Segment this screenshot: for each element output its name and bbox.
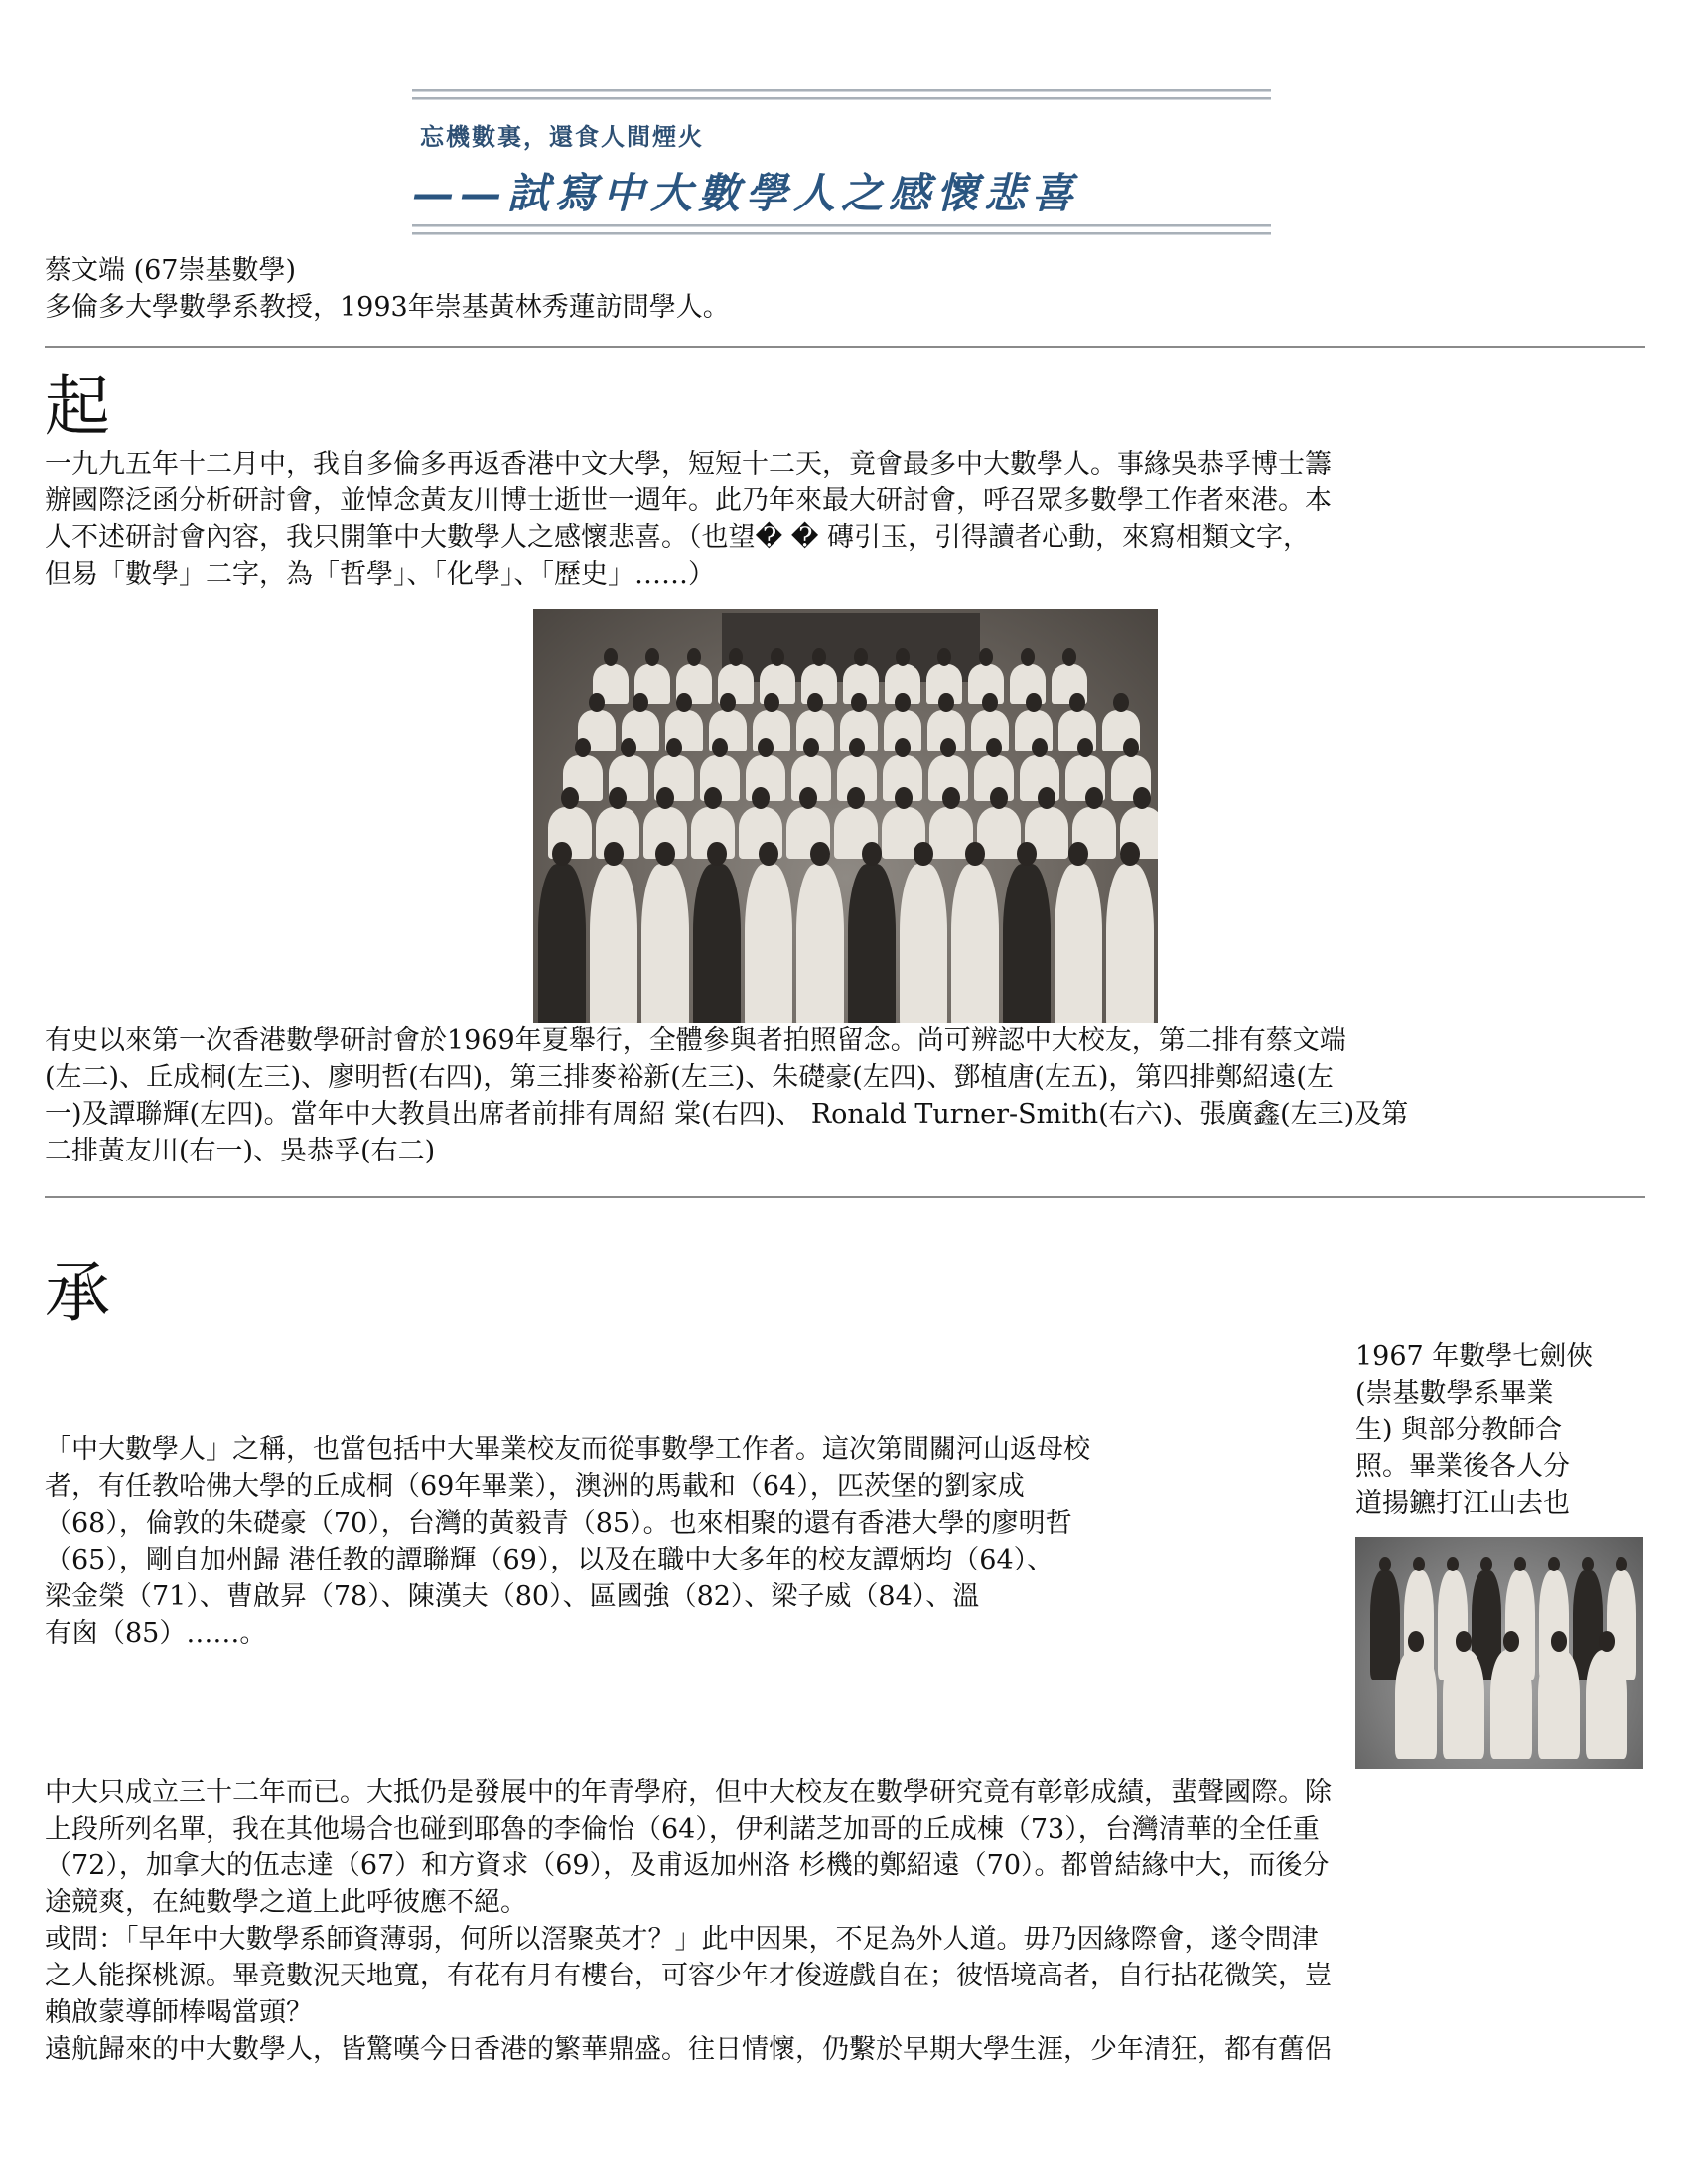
section-heading-cheng: 承 <box>45 1255 110 1331</box>
text-line: （68），倫敦的朱礎豪（70），台灣的黃毅青（85）。也來相聚的還有香港大學的廖明哲 <box>45 1508 1072 1539</box>
text-line: 有囪（85）……。 <box>45 1618 267 1649</box>
side-photo-caption <box>1355 1338 1653 1522</box>
group-photo-1969 <box>533 609 1158 1023</box>
caption-line: (左二)、丘成桐(左三)、廖明哲(右四)，第三排麥裕新(左三)、朱礎豪(左四)、鄧植唐(左五)，第四排鄭紹遠(左 <box>45 1062 1334 1093</box>
caption-line: 二排黃友川(右一)、吳恭孚(右二) <box>45 1136 436 1166</box>
text-line: 中大只成立三十二年而已。大抵仍是發展中的年青學府，但中大校友在數學研究竟有彰彰成績，蜚聲國際。除 <box>45 1777 1332 1808</box>
banner-title: ——試寫中大數學人之感懷悲喜 <box>412 169 1080 217</box>
caption-line: 照。畢業後各人分 <box>1355 1451 1570 1482</box>
text-line: （65），剛自加州歸 港任教的譚聯輝（69），以及在職中大多年的校友譚炳均（64）、 <box>45 1545 1055 1575</box>
author-bio: 多倫多大學數學系教授，1993年崇基黃林秀蓮訪問學人。 <box>45 292 730 323</box>
section-heading-qi: 起 <box>45 368 110 445</box>
text-line: 梁金榮（71）、曹啟昇（78）、陳漢夫（80）、區國強（82）、梁子威（84）、溫 <box>45 1581 980 1612</box>
author-name: 蔡文端 (67崇基數學) <box>45 255 297 286</box>
text-line: （72），加拿大的伍志達（67）和方資求（69），及甫返加州洛 杉機的鄭紹遠（70）。都曾結緣中大，而後分 <box>45 1850 1330 1881</box>
text-line: 者，有任教哈佛大學的丘成桐（69年畢業），澳洲的馬載和（64），匹茨堡的劉家成 <box>45 1471 1025 1502</box>
caption-line: 一)及譚聯輝(左四)。當年中大教員出席者前排有周紹 棠(右四)、 Ronald Turner-Smith(右六)、張廣鑫(左三)及第 <box>45 1099 1409 1130</box>
banner-top-rule <box>412 89 1271 92</box>
divider <box>45 1196 1645 1198</box>
text-line: 但易「數學」二字，為「哲學」、「化學」、「歷史」……） <box>45 559 715 590</box>
group-photo-1967 <box>1355 1537 1643 1769</box>
text-line: 人不述研討會內容，我只開筆中大數學人之感懷悲喜。（也望� � 磚引玉，引得讀者心動，來寫相類文字， <box>45 522 1311 553</box>
text-line: 上段所列名單，我在其他場合也碰到耶魯的李倫怡（64），伊利諾芝加哥的丘成棟（73），台灣清華的全任重 <box>45 1814 1320 1844</box>
divider <box>45 346 1645 348</box>
section2-paragraph-2 <box>45 1774 1653 2068</box>
text-line: 辦國際泛函分析研討會，並悼念黃友川博士逝世一週年。此乃年來最大研討會，呼召眾多數學工作者來港。本 <box>45 485 1332 516</box>
banner-subtitle: 忘機數裏，還食人間煙火 <box>420 122 704 151</box>
caption-line: 有史以來第一次香港數學研討會於1969年夏舉行，全體參與者拍照留念。尚可辨認中大校友，第二排有蔡文端 <box>45 1025 1346 1056</box>
text-line: 或問：「早年中大數學系師資薄弱，何所以滘聚英才？」此中因果，不足為外人道。毋乃因緣際會，遂令問津 <box>45 1924 1319 1955</box>
text-line: 遠航歸來的中大數學人，皆驚嘆今日香港的繁華鼎盛。往日情懷，仍繫於早期大學生涯，少年清狂，都有舊侶 <box>45 2034 1332 2065</box>
banner-bottom-rule <box>412 224 1271 227</box>
banner-bottom-rule-2 <box>412 232 1271 235</box>
caption-line: 生) 與部分教師合 <box>1355 1415 1563 1445</box>
text-line: 一九九五年十二月中，我自多倫多再返香港中文大學，短短十二天，竟會最多中大數學人。事緣吳恭孚博士籌 <box>45 449 1332 479</box>
title-banner <box>412 89 1271 236</box>
section1-paragraph <box>45 446 1653 593</box>
caption-line: (崇基數學系畢業 <box>1355 1378 1554 1409</box>
text-line: 「中大數學人」之稱，也當包括中大畢業校友而從事數學工作者。這次第間關河山返母校 <box>45 1434 1090 1465</box>
banner-top-rule-2 <box>412 97 1271 100</box>
caption-line: 道揚鑣打江山去也 <box>1355 1488 1570 1519</box>
photo1-caption <box>45 1023 1653 1169</box>
text-line: 途競爽，在純數學之道上此呼彼應不絕。 <box>45 1887 527 1918</box>
text-line: 之人能探桃源。畢竟數況天地寬，有花有月有樓台，可容少年才俊遊戲自在；彼悟境高者，自行拈花微笑，豈 <box>45 1961 1332 1991</box>
caption-line: 1967 年數學七劍俠 <box>1355 1341 1594 1372</box>
section2-paragraph-1 <box>45 1432 1355 1652</box>
text-line: 賴啟蒙導師棒喝當頭？ <box>45 1997 313 2028</box>
